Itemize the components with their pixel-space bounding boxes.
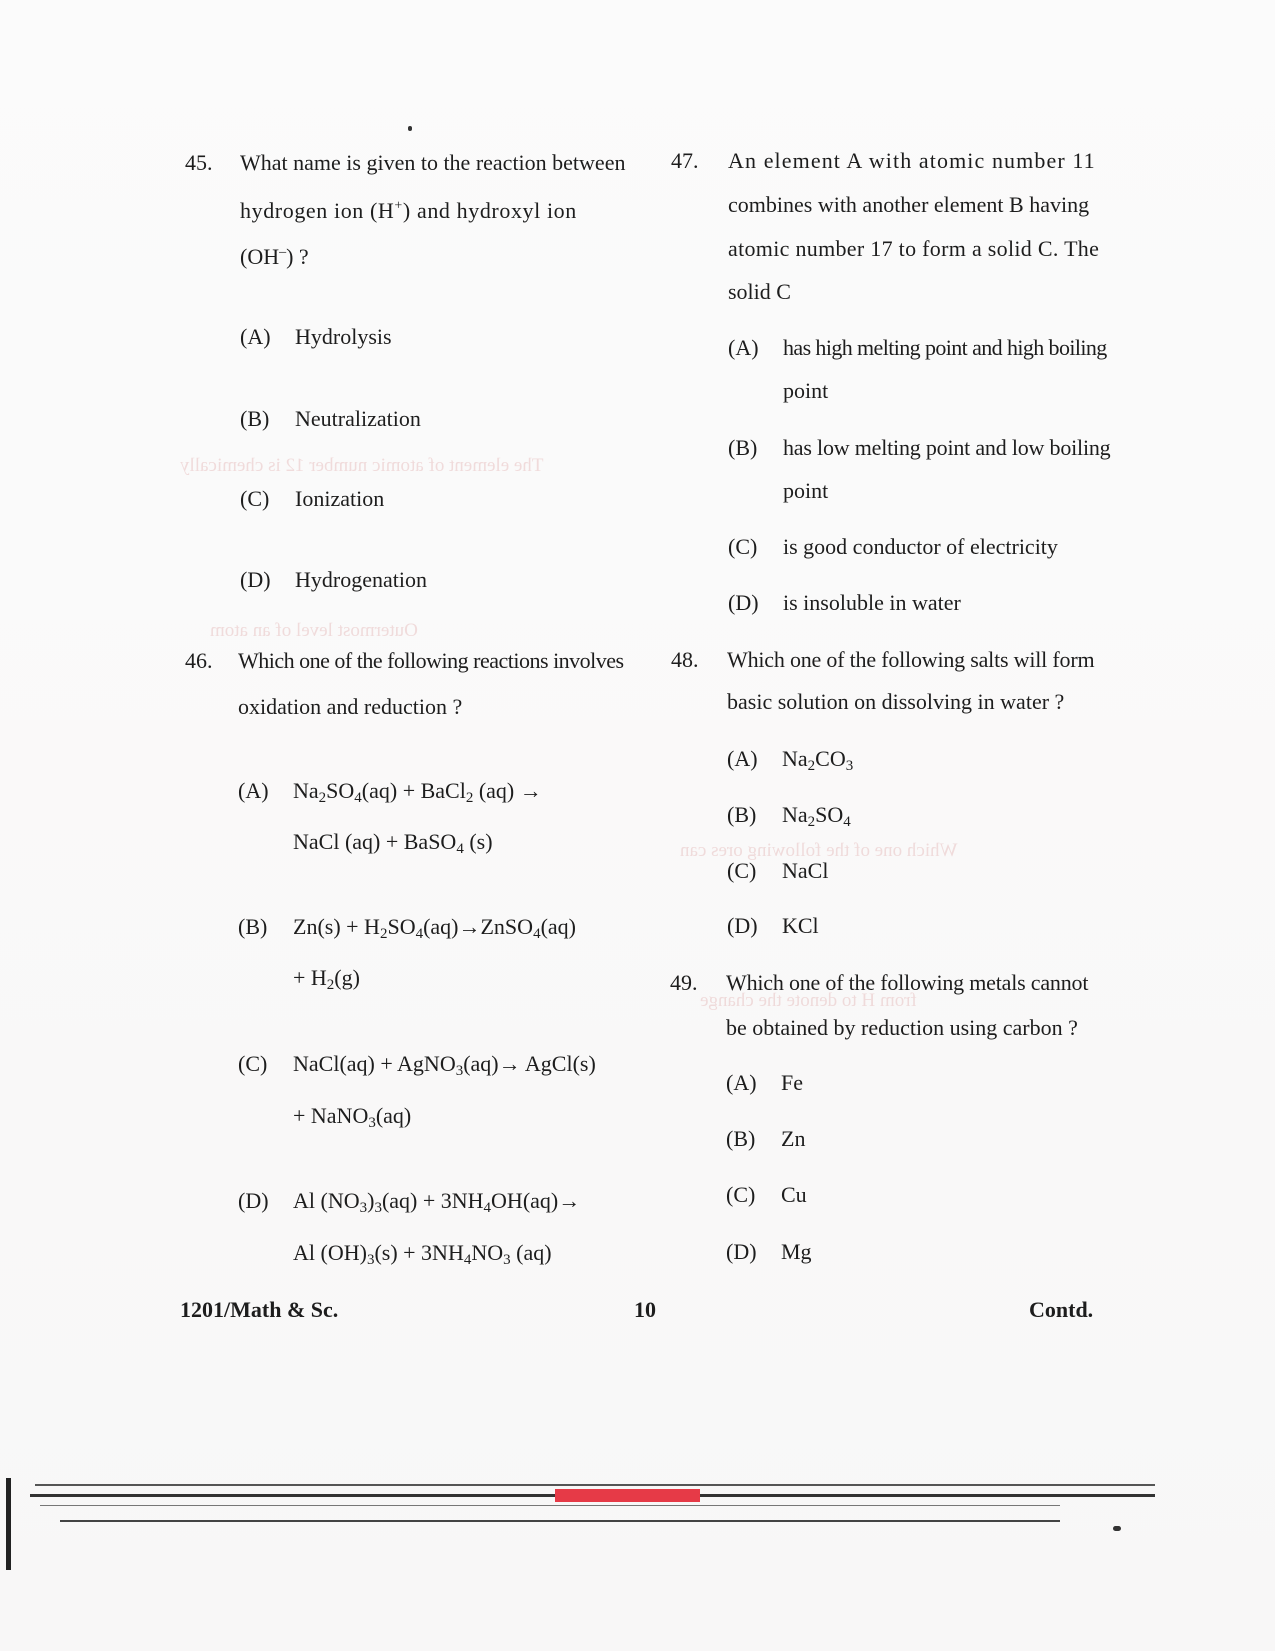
option-text-c: Cu xyxy=(781,1182,807,1207)
bleed-through-text: Which one of the following ores can xyxy=(680,840,958,861)
scan-speck xyxy=(408,126,412,131)
option-text-d: Mg xyxy=(781,1239,812,1264)
option-label-d: (D) xyxy=(727,913,758,938)
option-text-d-cont: Al $(OH)_3(s) + 3NH_4NO_3$ (aq) xyxy=(293,1240,552,1268)
footer-continued: Contd. xyxy=(1029,1297,1094,1322)
option-label-b: (B) xyxy=(728,435,758,460)
page-edge-line xyxy=(60,1520,1060,1522)
option-label-d: (D) xyxy=(728,590,759,615)
page-number: 10 xyxy=(634,1297,656,1322)
option-text-b: Zn xyxy=(781,1126,806,1151)
option-text-b: Neutralization xyxy=(295,406,421,431)
question-text: atomic number 17 to form a solid C. The xyxy=(728,236,1100,261)
question-text: hydrogen ion (H+) and hydroxyl ion xyxy=(240,198,577,223)
page-edge-line xyxy=(40,1505,1060,1506)
option-label-d: (D) xyxy=(238,1188,269,1213)
option-label-c: (C) xyxy=(240,486,270,511)
option-text-b: $Na_2SO_4$ xyxy=(782,802,851,830)
option-text-d: is insoluble in water xyxy=(783,590,961,615)
option-text-a: $Na_2SO_4(aq)$ + BaCl$_2$ (aq) → xyxy=(293,778,542,806)
question-text: basic solution on dissolving in water ? xyxy=(727,689,1065,714)
page-edge-left xyxy=(6,1478,11,1570)
option-label-b: (B) xyxy=(238,914,268,939)
option-label-a: (A) xyxy=(238,778,269,803)
option-text-c: NaCl(aq) + AgNO$_3$(aq)→ AgCl(s) xyxy=(293,1051,596,1079)
option-text-a-cont: point xyxy=(783,378,829,403)
option-label-c: (C) xyxy=(238,1051,268,1076)
option-text-a: Hydrolysis xyxy=(295,324,392,349)
question-number: 49. xyxy=(670,970,698,995)
question-number: 46. xyxy=(185,648,213,673)
option-label-c: (C) xyxy=(726,1182,756,1207)
option-text-c: NaCl xyxy=(782,858,829,883)
scan-speck xyxy=(1113,1526,1121,1531)
question-text: Which one of the following reactions involves xyxy=(238,648,624,673)
option-label-b: (B) xyxy=(726,1126,756,1151)
question-text: What name is given to the reaction between xyxy=(240,150,626,175)
question-text: (OH–) ? xyxy=(240,244,309,269)
option-label-a: (A) xyxy=(726,1070,757,1095)
question-text: Which one of the following salts will form xyxy=(727,647,1095,672)
option-text-a-cont: NaCl (aq) + BaSO$_4$ (s) xyxy=(293,829,493,857)
option-text-a: Fe xyxy=(781,1070,803,1095)
option-text-d: Hydrogenation xyxy=(295,567,427,592)
bleed-through-text: from H to denote the change xyxy=(700,990,917,1011)
option-text-b: has low melting point and low boiling xyxy=(783,435,1111,460)
option-text-b: $Zn(s) + H_2SO_4(aq)\to ZnSO_4(aq)$ xyxy=(293,914,576,942)
red-binding-tape xyxy=(555,1489,700,1502)
question-text: solid C xyxy=(728,279,791,304)
option-label-a: (A) xyxy=(240,324,271,349)
option-label-b: (B) xyxy=(727,802,757,827)
option-text-c-cont: + NaNO$_3$(aq) xyxy=(293,1103,412,1131)
option-label-c: (C) xyxy=(727,858,757,883)
question-text: Which one of the following metals cannot xyxy=(726,970,1089,995)
option-label-d: (D) xyxy=(726,1239,757,1264)
question-number: 47. xyxy=(671,148,699,173)
question-text: An element A with atomic number 11 xyxy=(728,148,1096,173)
option-text-a: has high melting point and high boiling xyxy=(783,335,1107,360)
page-edge-line xyxy=(35,1484,1155,1486)
option-text-b-cont: point xyxy=(783,478,829,503)
bleed-through-text: Outermost level of an atom xyxy=(210,620,418,641)
option-text-b-cont: + $H_2(g)$ xyxy=(293,965,360,993)
bleed-through-text: The element of atomic number 12 is chemically xyxy=(180,455,544,476)
question-text: oxidation and reduction ? xyxy=(238,694,463,719)
option-text-d: Al $(NO_3)_3(aq) + 3NH_4OH(aq)\to$ xyxy=(293,1188,581,1216)
footer-paper-code: 1201/Math & Sc. xyxy=(180,1297,339,1322)
question-number: 48. xyxy=(671,647,699,672)
option-label-a: (A) xyxy=(728,335,759,360)
option-label-b: (B) xyxy=(240,406,270,431)
option-text-a: $Na_2CO_3$ xyxy=(782,746,854,774)
question-text: be obtained by reduction using carbon ? xyxy=(726,1015,1078,1040)
option-label-d: (D) xyxy=(240,567,271,592)
option-label-a: (A) xyxy=(727,746,758,771)
question-text: combines with another element B having xyxy=(728,192,1090,217)
option-text-d: KCl xyxy=(782,913,819,938)
question-number: 45. xyxy=(185,150,213,175)
option-text-c: is good conductor of electricity xyxy=(783,534,1058,559)
option-text-c: Ionization xyxy=(295,486,385,511)
option-label-c: (C) xyxy=(728,534,758,559)
